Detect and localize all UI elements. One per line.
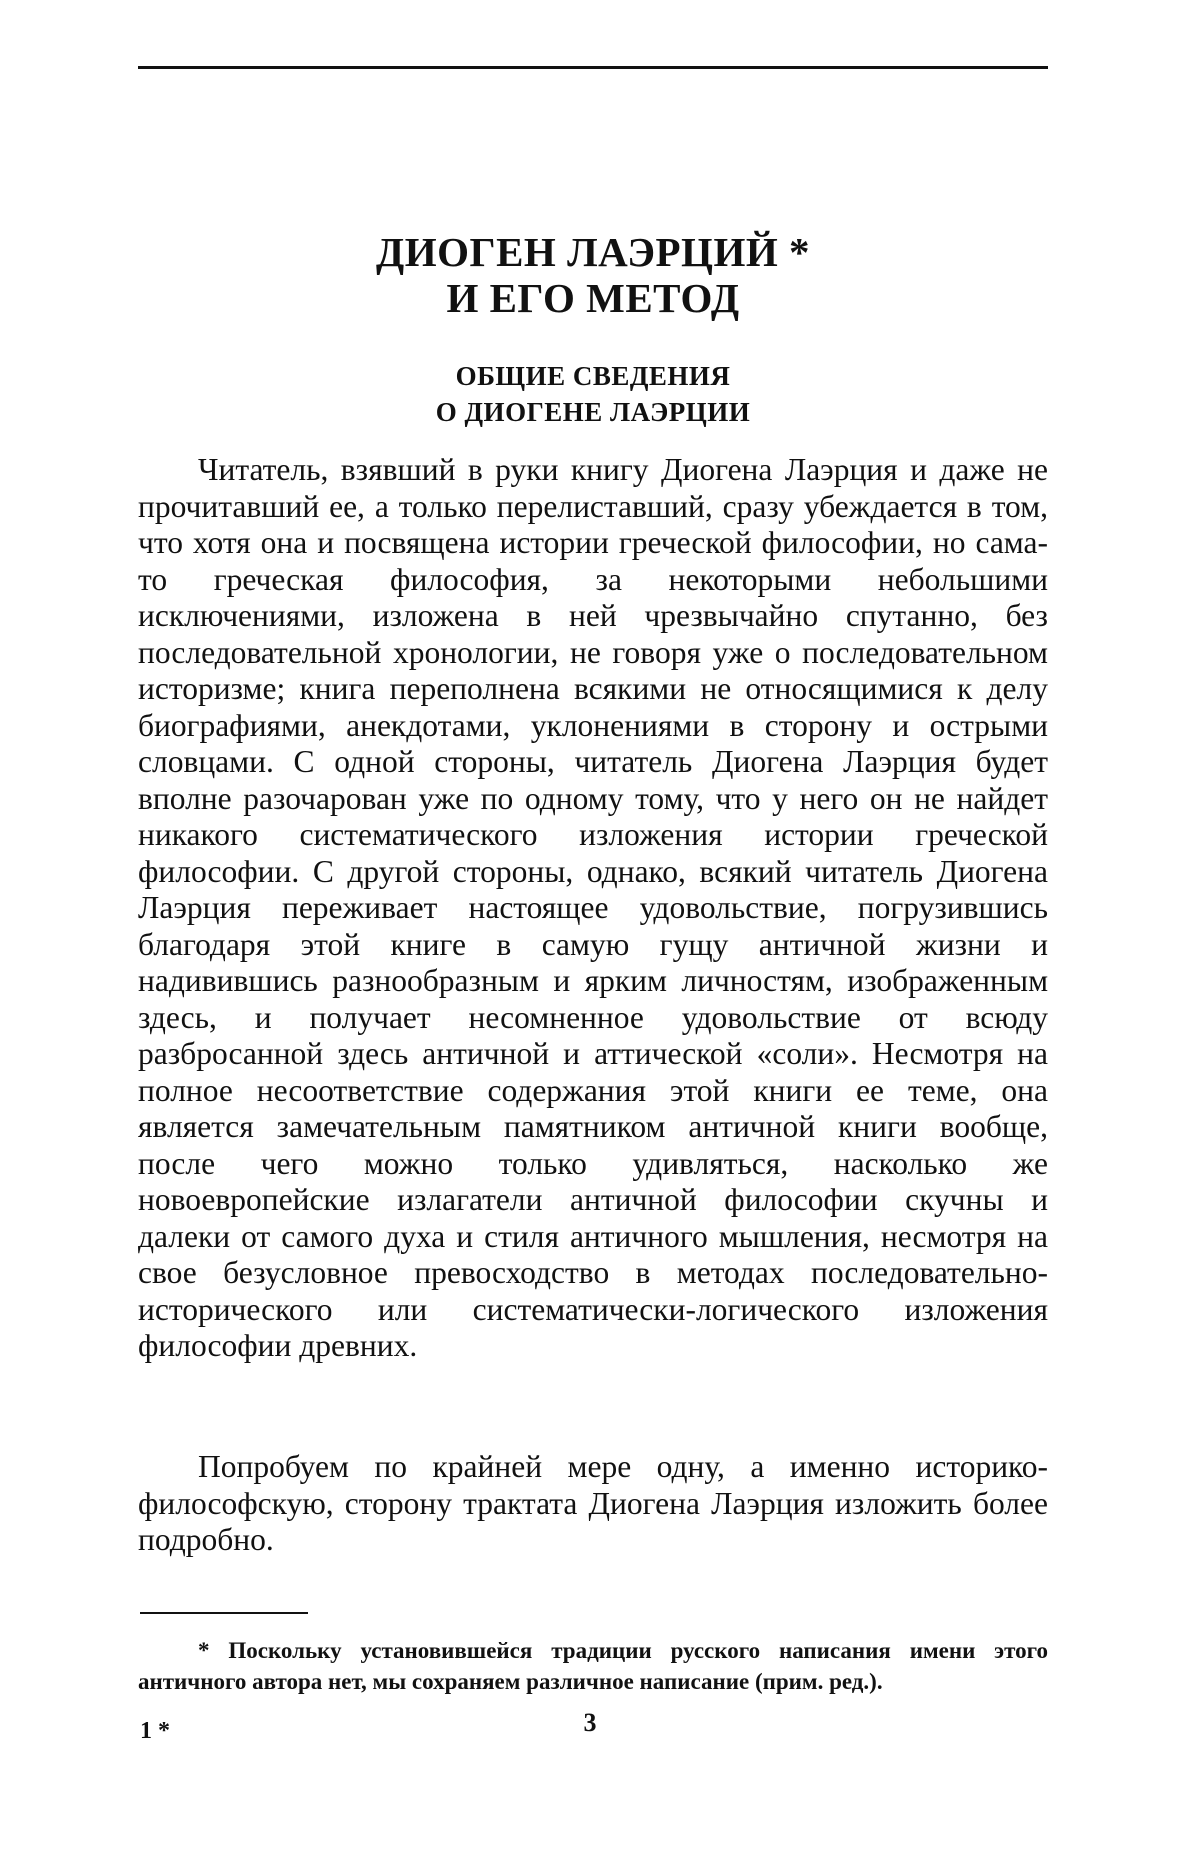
- chapter-title-line-1: ДИОГЕН ЛАЭРЦИЙ *: [376, 229, 810, 275]
- body-paragraph-1-block: [138, 452, 1048, 1365]
- section-heading-line-1: ОБЩИЕ СВЕДЕНИЯ: [455, 361, 731, 391]
- footnote-text: * Поскольку установившейся традиции русского написания имени этого античного автора нет, мы сохраняем различное написание (прим. ред.).: [138, 1638, 1048, 1694]
- chapter-title-line-2: И ЕГО МЕТОД: [446, 275, 740, 321]
- section-heading-line-2: О ДИОГЕНЕ ЛАЭРЦИИ: [435, 397, 751, 427]
- page-number: 3: [583, 1708, 597, 1737]
- body-paragraph: Попробуем по крайней мере одну, а именно историко-философскую, сторону трактата Диогена Лаэрция изложить более подробно.: [138, 1449, 1048, 1557]
- top-rule: [138, 66, 1048, 69]
- footnote-block: [138, 1635, 1048, 1697]
- signature-mark: 1 *: [140, 1718, 170, 1744]
- body-paragraph: Читатель, взявший в руки книгу Диогена Лаэрция и даже не прочитавший ее, а только перелиставший, сразу убеждается в том, что хотя она и посвящена истории греческой философии, но сама-то греческая философия, за некоторыми небольшими исключениями, изложена в ней чрезвычайно спутанно, без последовательной хронологии, не говоря уже о последовательном историзме; книга переполнена всякими не относящимися к делу биографиями, анекдотами, уклонениями в сторону и острыми словцами. С одной стороны, читатель Диогена Лаэрция будет вполне разочарован уже по одному тому, что у него он не найдет никакого систематического изложения истории греческой философии. С другой стороны, однако, всякий читатель Диогена Лаэрция переживает настоящее удовольствие, погрузившись благодаря этой книге в самую гущу античной жизни и надивившись разнообразным и ярким личностям, изображенным здесь, и получает несомненное удовольствие от всюду разбросанной здесь античной и аттической «соли». Несмотря на полное несоответствие содержания этой книги ее теме, она является замечательным памятником античной книги вообще, после чего можно только удивляться, насколько же новоевропейские излагатели античной философии скучны и далеки от самого духа и стиля античного мышления, несмотря на свое безусловное превосходство в методах последовательно-исторического или систематически-логического изложения философии древних.: [138, 452, 1048, 1363]
- body-paragraph-2-block: [138, 1449, 1048, 1559]
- footnote-rule: [140, 1612, 308, 1614]
